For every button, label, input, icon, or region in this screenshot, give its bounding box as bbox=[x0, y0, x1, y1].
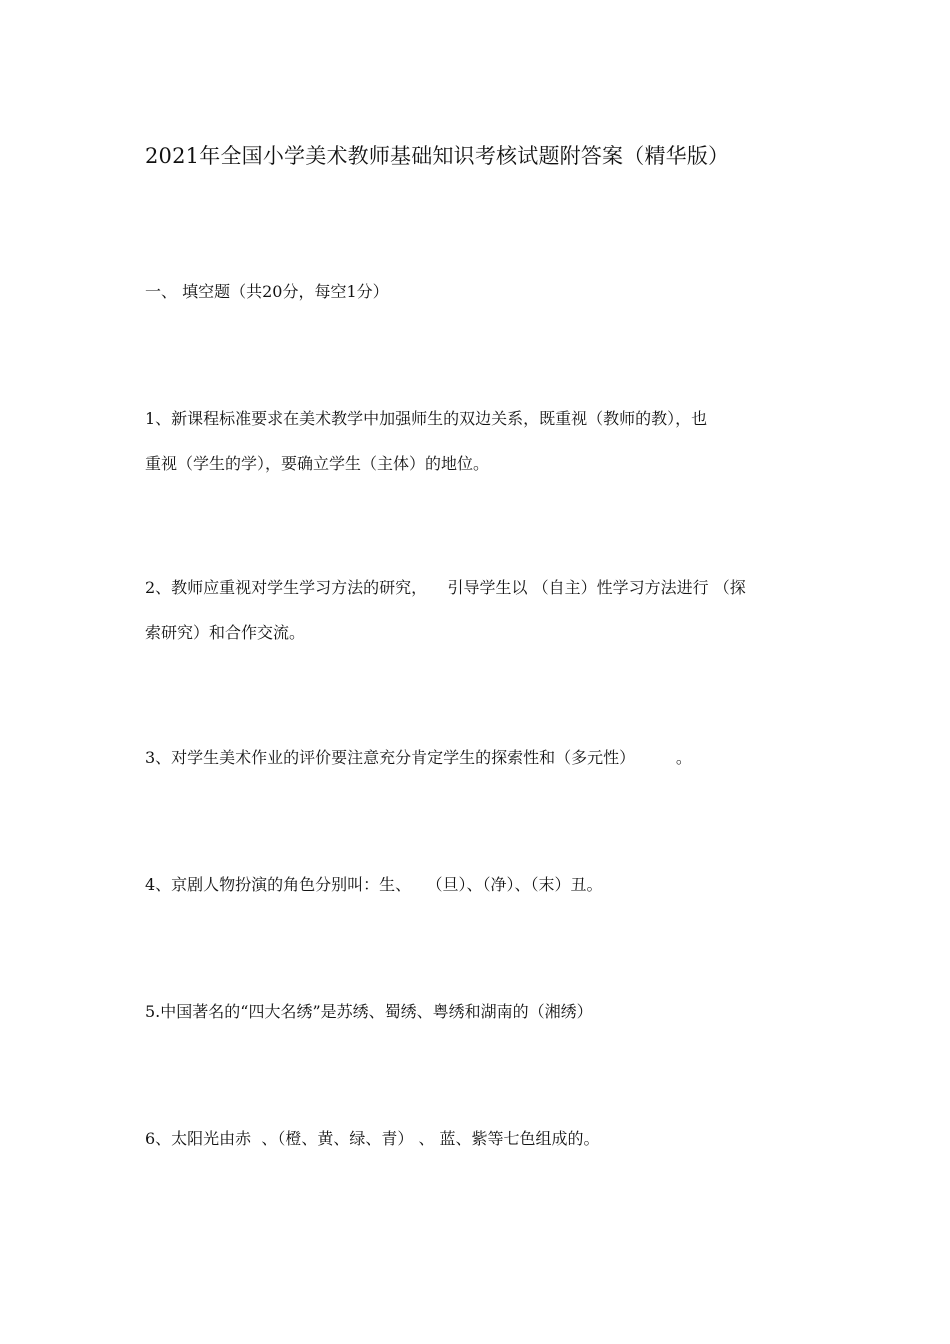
question-2-line-2: 索研究）和合作交流。 bbox=[145, 623, 306, 642]
question-6 bbox=[145, 1116, 815, 1161]
section-heading-fill-in-blank: 一、 填空题（共20分，每空1分） bbox=[145, 282, 389, 301]
question-4 bbox=[145, 862, 815, 907]
question-5 bbox=[145, 989, 815, 1034]
question-5-line-1: 5.中国著名的“四大名绣”是苏绣、蜀绣、粤绣和湖南的（湘绣） bbox=[145, 1002, 593, 1021]
question-3-line-1: 3、对学生美术作业的评价要注意充分肯定学生的探索性和（多元性） 。 bbox=[145, 748, 692, 767]
question-1-line-2: 重视（学生的学），要确立学生（主体）的地位。 bbox=[145, 454, 490, 473]
question-3 bbox=[145, 735, 815, 780]
question-1-line-1: 1、新课程标准要求在美术教学中加强师生的双边关系，既重视（教师的教），也 bbox=[145, 409, 708, 428]
question-6-line-1: 6、太阳光由赤 、（橙、黄、绿、青） 、 蓝、紫等七色组成的。 bbox=[145, 1129, 600, 1148]
question-2 bbox=[145, 565, 815, 655]
question-4-line-1: 4、京剧人物扮演的角色分别叫：生、 （旦）、（净）、（末）丑。 bbox=[145, 875, 603, 894]
document-title: 2021年全国小学美术教师基础知识考核试题附答案（精华版） bbox=[145, 144, 730, 168]
question-2-line-1: 2、教师应重视对学生学习方法的研究， 引导学生以 （自主）性学习方法进行 （探 bbox=[145, 578, 746, 597]
question-1 bbox=[145, 396, 815, 486]
